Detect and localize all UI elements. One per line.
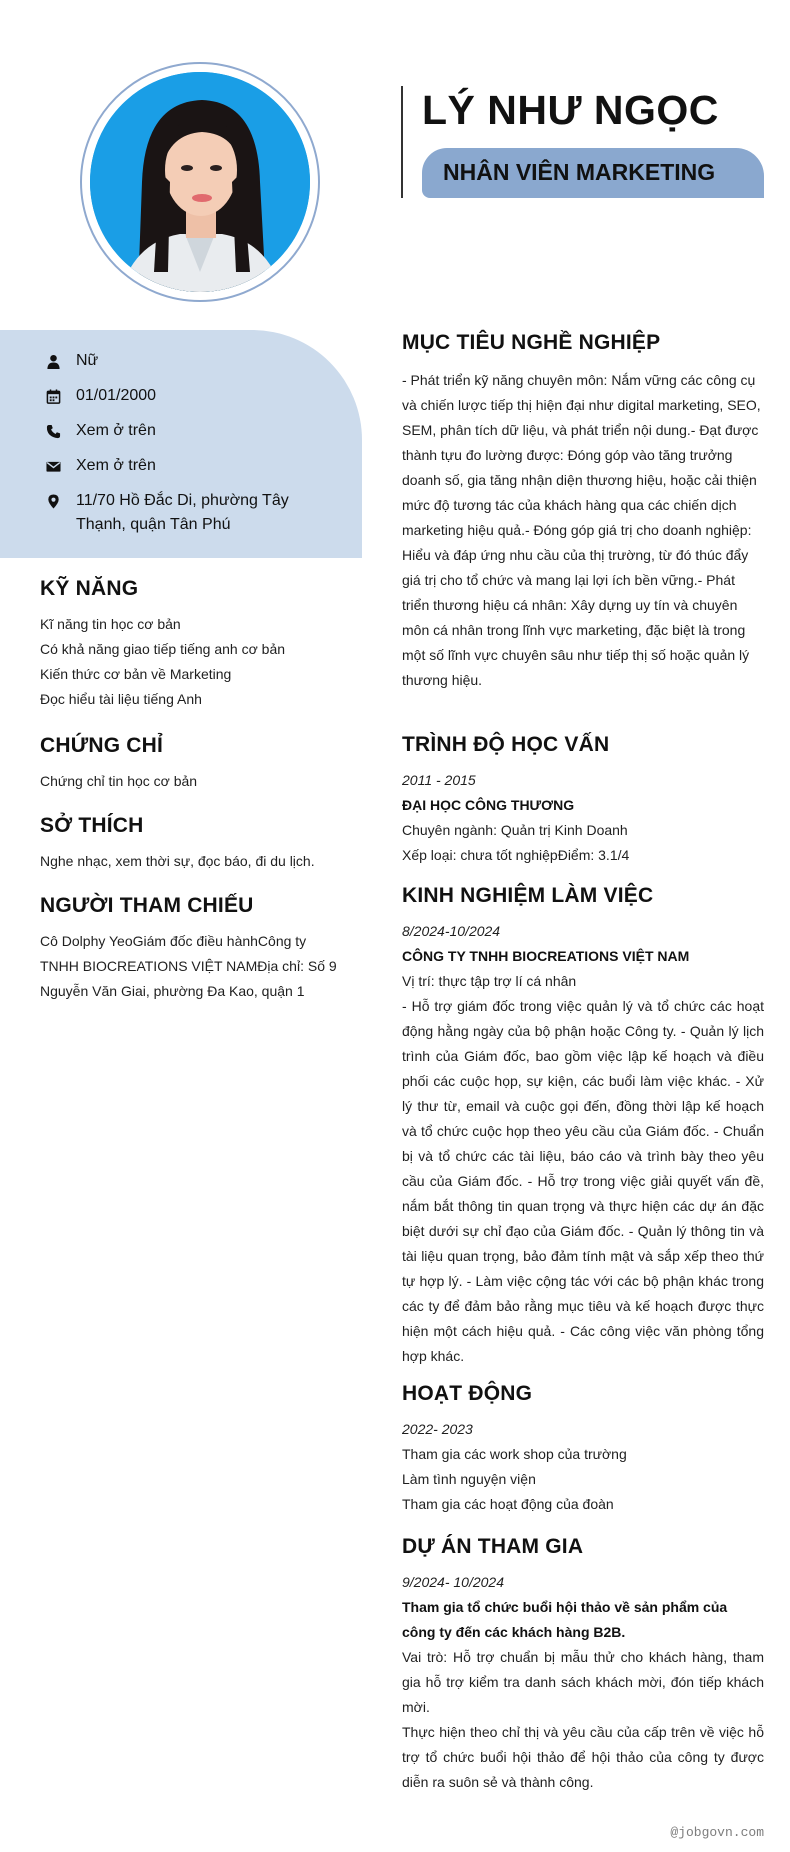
contact-birthday	[44, 384, 336, 408]
avatar-frame	[80, 62, 320, 302]
education-major: Chuyên ngành: Quản trị Kinh Doanh	[402, 822, 628, 838]
education-title: TRÌNH ĐỘ HỌC VẤN	[402, 733, 610, 756]
position-badge	[422, 148, 764, 198]
address-value: 11/70 Hồ Đắc Di, phường Tây Thạnh, quận Tân Phú	[76, 492, 289, 533]
contact-address	[44, 489, 336, 537]
hobbies-title: SỞ THÍCH	[40, 814, 144, 837]
certificates-title: CHỨNG CHỈ	[40, 734, 164, 757]
project-period: 9/2024- 10/2024	[402, 1574, 504, 1590]
skills-title: KỸ NĂNG	[40, 577, 139, 600]
project-task: Thực hiện theo chỉ thị và yêu cầu của cấp trên về việc hỗ trợ tổ chức buổi hội thảo để hội thảo của công ty được diễn ra suôn sẻ và thành công.	[402, 1724, 764, 1790]
contact-email	[44, 454, 336, 478]
gender-value: Nữ	[76, 352, 99, 369]
activity-item: Tham gia các work shop của trường	[402, 1446, 627, 1462]
location-pin-icon	[44, 489, 62, 513]
activities-period: 2022- 2023	[402, 1421, 473, 1437]
skill-item: Kĩ năng tin học cơ bản	[40, 616, 181, 632]
project-role: Vai trò: Hỗ trợ chuẩn bị mẫu thử cho khách hàng, tham gia hỗ trợ kiểm tra danh sách khách mời, đón tiếp khách mời.	[402, 1649, 764, 1715]
experience-title: KINH NGHIỆM LÀM VIỆC	[402, 884, 654, 907]
activities-title: HOẠT ĐỘNG	[402, 1382, 533, 1405]
position-title: NHÂN VIÊN MARKETING	[443, 159, 716, 185]
objective-section	[402, 330, 764, 693]
projects-title: DỰ ÁN THAM GIA	[402, 1535, 584, 1558]
watermark: @jobgovn.com	[670, 1825, 764, 1840]
hobbies-text: Nghe nhạc, xem thời sự, đọc báo, đi du lịch.	[40, 853, 315, 869]
objective-text: - Phát triển kỹ năng chuyên môn: Nắm vững các công cụ và chiến lược tiếp thị hiện đại như digital marketing, SEO, SEM, phân tích dữ liệu, và phát triển nội dung.- Đạt được thành tựu đo lường được: Đóng góp vào tăng trưởng doanh số, gia tăng nhận diện thương hiệu, hoặc cải thiện mức độ tương tác của khách hàng qua các chiến dịch marketing hiệu quả.- Đóng góp giá trị cho doanh nghiệp: Hiểu và đáp ứng nhu cầu của thị trường, từ đó thúc đẩy giá trị cho tổ chức và mang lại lợi ích bền vững.- Phát triển thương hiệu cá nhân: Xây dựng uy tín và chuyên môn cá nhân trong lĩnh vực marketing, đặc biệt là trong một số lĩnh vực chuyên sâu như tiếp thị số hoặc quản lý thương hiệu.	[402, 372, 761, 688]
activity-item: Tham gia các hoạt động của đoàn	[402, 1496, 614, 1512]
activity-item: Làm tình nguyện viện	[402, 1471, 536, 1487]
experience-role: Vị trí: thực tập trợ lí cá nhân	[402, 973, 577, 989]
avatar	[90, 72, 310, 292]
email-value: Xem ở trên	[76, 457, 156, 474]
person-icon	[44, 349, 62, 373]
birthday-value: 01/01/2000	[76, 387, 157, 404]
education-grade: Xếp loại: chưa tốt nghiệpĐiểm: 3.1/4	[402, 847, 630, 863]
experience-period: 8/2024-10/2024	[402, 923, 501, 939]
experience-description: - Hỗ trợ giám đốc trong việc quản lý và tổ chức các hoạt động hằng ngày của bộ phận hoặc Công ty. - Quản lý lịch trình của Giám đốc, bao gồm việc lập kế hoạch và điều phối các cuộc họp, sự kiện, các buổi làm việc khác. - Xử lý thư từ, email và cuộc gọi đến, đồng thời lập kế hoạch và tổ chức cuộc họp theo yêu cầu của Giám đốc. - Chuẩn bị và tổ chức các tài liệu, báo cáo và trình bày theo yêu cầu của Giám đốc. - Hỗ trợ trong việc giải quyết vấn đề, nắm bắt thông tin quan trọng và thực hiện các dự án đặc biệt dưới sự chỉ đạo của Giám đốc. - Quản lý thông tin và tài liệu quan trọng, bảo đảm tính mật và sắp xếp theo thứ tự hợp lý. - Làm việc cộng tác với các bộ phận khác trong các ty để đảm bảo rằng mục tiêu và kế hoạch được thực hiện một cách hiệu quả. - Các công việc văn phòng tổng hợp khác.	[402, 998, 764, 1364]
references-title: NGƯỜI THAM CHIẾU	[40, 894, 254, 917]
references-section	[40, 893, 360, 1004]
projects-section	[402, 1534, 764, 1795]
certificates-text: Chứng chỉ tin học cơ bản	[40, 773, 198, 789]
contact-gender	[44, 349, 336, 373]
skills-section	[40, 576, 360, 712]
phone-value: Xem ở trên	[76, 422, 156, 439]
certificates-section	[40, 733, 360, 794]
skill-item: Kiến thức cơ bản về Marketing	[40, 666, 232, 682]
skills-list	[40, 612, 360, 712]
experience-section	[402, 883, 764, 1369]
references-text: Cô Dolphy YeoGiám đốc điều hànhCông ty TNHH BIOCREATIONS VIỆT NAMĐịa chỉ: Số 9 Nguyễn Văn Giai, phường Đa Kao, quận 1	[40, 933, 337, 999]
calendar-icon	[44, 384, 62, 408]
avatar-photo	[90, 72, 310, 292]
phone-icon	[44, 419, 62, 443]
skill-item: Có khả năng giao tiếp tiếng anh cơ bản	[40, 641, 286, 657]
education-period: 2011 - 2015	[402, 772, 476, 788]
education-section	[402, 732, 764, 868]
contact-phone	[44, 419, 336, 443]
candidate-name: LÝ NHƯ NGỌC	[422, 87, 719, 133]
project-name: Tham gia tổ chức buổi hội thảo về sản phẩm của công ty đến các khách hàng B2B.	[402, 1599, 728, 1640]
name-divider	[401, 86, 403, 198]
skill-item: Đọc hiểu tài liệu tiếng Anh	[40, 691, 202, 707]
objective-title: MỤC TIÊU NGHỀ NGHIỆP	[402, 331, 661, 354]
activities-section	[402, 1381, 764, 1517]
mail-icon	[44, 454, 62, 478]
hobbies-section	[40, 813, 360, 874]
experience-company: CÔNG TY TNHH BIOCREATIONS VIỆT NAM	[402, 948, 690, 964]
education-school: ĐẠI HỌC CÔNG THƯƠNG	[402, 797, 575, 813]
